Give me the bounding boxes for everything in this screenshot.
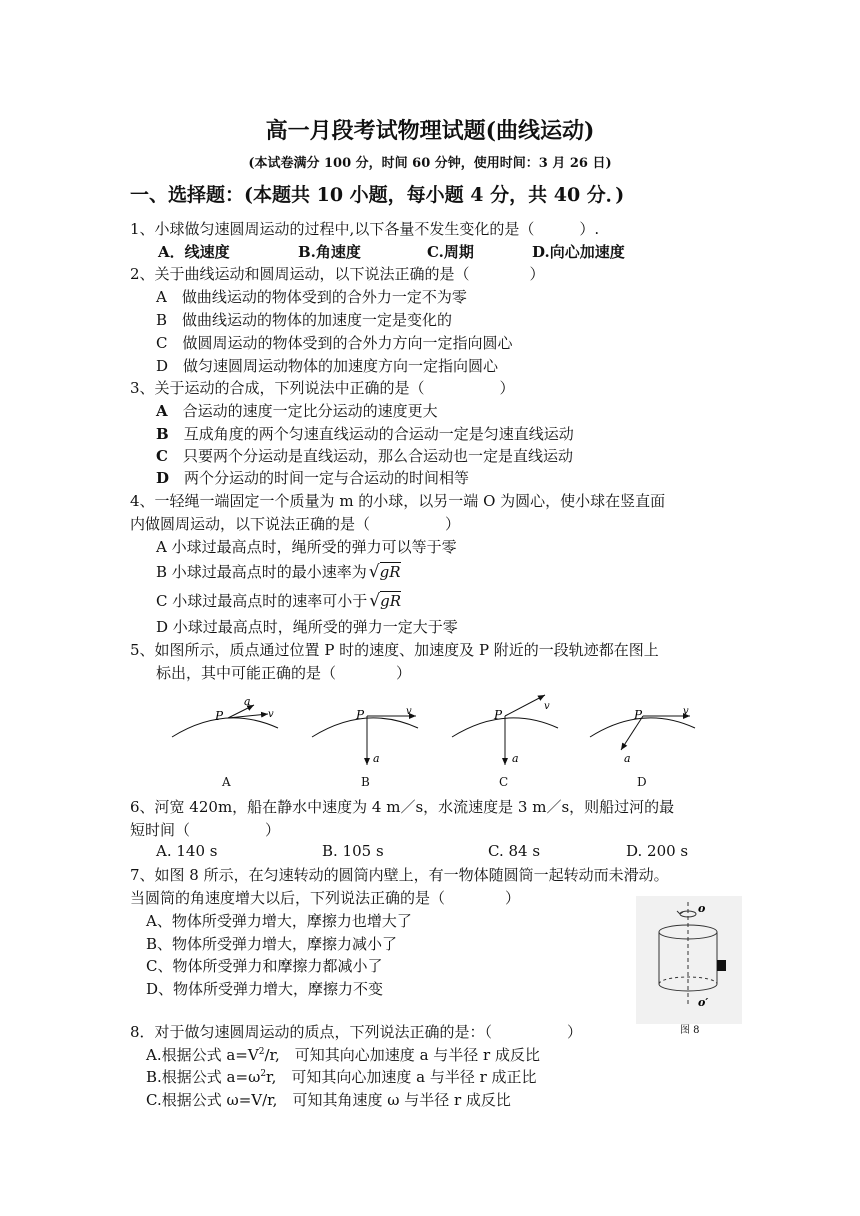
question-1-stem: 1、小球做匀速圆周运动的过程中,以下各量不发生变化的是（ ）.: [130, 220, 600, 238]
velocity-label: v: [544, 701, 550, 712]
question-6-stem-line-1: 6、河宽 420m，船在静水中速度为 4 m／s，水流速度是 3 m／s，则船过河的最: [130, 798, 675, 816]
question-3-option-d: D 两个分运动的时间一定与合运动的时间相等: [156, 469, 470, 487]
question-4-stem-line-2: 内做圆周运动，以下说法正确的是（ ）: [130, 515, 461, 533]
question-7-stem-line-2: 当圆筒的角速度增大以后，下列说法正确的是（ ）: [130, 889, 521, 907]
figure-label-b: B: [361, 775, 370, 789]
question-6-stem-line-2: 短时间（ ）: [130, 821, 281, 839]
point-p-label: P: [494, 708, 503, 722]
question-6-option-a: A. 140 s: [156, 842, 218, 860]
question-5-stem-line-1: 5、如图所示，质点通过位置 P 时的速度、加速度及 P 附近的一段轨迹都在图上: [130, 641, 659, 659]
question-6-option-d: D. 200 s: [626, 842, 689, 860]
question-3-option-a: A 合运动的速度一定比分运动的速度更大: [156, 402, 438, 420]
question-7-option-c: C、物体所受弹力和摩擦力都减小了: [146, 957, 383, 975]
point-p-label: P: [215, 709, 224, 723]
velocity-label: v: [406, 706, 412, 717]
question-7-option-d: D、物体所受弹力增大，摩擦力不变: [146, 980, 384, 998]
question-2-option-a: A 做曲线运动的物体受到的合外力一定不为零: [156, 288, 467, 306]
option-d-diagram: [590, 706, 695, 765]
question-8-stem: 8．对于做匀速圆周运动的质点，下列说法正确的是：（ ）: [130, 1023, 583, 1041]
question-8-option-b: B.根据公式 $a=\omega^2r$, 可知其向心加速度 a 与半径 r 成正比: [146, 1068, 537, 1086]
option-c-diagram: [452, 695, 558, 765]
figure-label-a: A: [222, 775, 231, 789]
question-4-option-c: C 小球过最高点时的速率可小于 √gR: [156, 591, 401, 611]
option-a-diagram: [172, 695, 278, 737]
question-4-stem-line-1: 4、一轻绳一端固定一个质量为 m 的小球，以另一端 O 为圆心，使小球在竖直面: [130, 492, 666, 510]
question-3-option-c: C 只要两个分运动是直线运动，那么合运动也一定是直线运动: [156, 447, 573, 465]
figure-label-d: D: [637, 775, 647, 789]
question-7-stem-line-1: 7、如图 8 所示，在匀速转动的圆筒内壁上，有一物体随圆筒一起转动而未滑动。: [130, 866, 669, 884]
question-4-option-d: D 小球过最高点时，绳所受的弹力一定大于零: [156, 618, 458, 636]
question-1-option-c: C.周期: [427, 243, 474, 261]
question-6-option-c: C. 84 s: [488, 842, 541, 860]
question-3-stem: 3、关于运动的合成，下列说法中正确的是（ ）: [130, 379, 515, 397]
question-8-option-a: A.根据公式 $a=V^2/r$, 可知其向心加速度 a 与半径 r 成反比: [146, 1046, 540, 1064]
page-title: 高一月段考试物理试题(曲线运动): [265, 118, 595, 144]
question-5-stem-line-2: 标出，其中可能正确的是（ ）: [156, 664, 412, 682]
question-1-option-a: A．线速度: [158, 243, 230, 261]
question-6-option-b: B. 105 s: [322, 842, 384, 860]
question-2-option-b: B 做曲线运动的物体的加速度一定是变化的: [156, 311, 453, 329]
velocity-label: v: [683, 706, 689, 717]
option-b-diagram: [312, 706, 418, 765]
point-p-label: P: [356, 708, 365, 722]
exam-info: (本试卷满分 100 分，时间 60 分钟，使用时间：3 月 26 日): [248, 156, 612, 171]
axis-top-label: o: [698, 902, 706, 915]
sqrt-gr-formula: √gR: [368, 562, 401, 582]
question-1-option-b: B.角速度: [298, 243, 361, 261]
axis-bottom-label: o′: [698, 996, 709, 1009]
figure-label-c: C: [499, 775, 509, 789]
question-4-option-a: A 小球过最高点时，绳所受的弹力可以等于零: [156, 538, 457, 556]
figure-8-cylinder: [636, 896, 742, 1024]
acceleration-label: a: [624, 752, 631, 765]
figure-8-caption: 图 8: [680, 1025, 700, 1036]
question-4-option-b: B 小球过最高点时的最小速率为 √gR: [156, 562, 401, 582]
point-p-label: P: [634, 708, 643, 722]
question-1-option-d: D.向心加速度: [532, 243, 625, 261]
question-7-option-b: B、物体所受弹力增大，摩擦力减小了: [146, 935, 398, 953]
question-8-option-c: C.根据公式 ω=V/r, 可知其角速度 ω 与半径 r 成反比: [146, 1091, 511, 1109]
acceleration-label: a: [512, 752, 519, 765]
block-on-wall: [717, 960, 726, 971]
question-2-option-d: D 做匀速圆周运动物体的加速度方向一定指向圆心: [156, 357, 499, 375]
question-2-option-c: C 做圆周运动的物体受到的合外力方向一定指向圆心: [156, 334, 513, 352]
acceleration-label: a: [244, 695, 251, 708]
question-2-stem: 2、关于曲线运动和圆周运动，以下说法正确的是（ ）: [130, 265, 545, 283]
acceleration-label: a: [373, 752, 380, 765]
sqrt-gr-formula: √gR: [369, 591, 401, 611]
question-7-option-a: A、物体所受弹力增大，摩擦力也增大了: [146, 912, 412, 930]
question-5-figure: [160, 690, 740, 790]
velocity-label: v: [268, 709, 274, 720]
section-heading: 一、选择题：(本题共 10 小题，每小题 4 分，共 40 分．): [130, 184, 625, 206]
question-3-option-b: B 互成角度的两个匀速直线运动的合运动一定是匀速直线运动: [156, 425, 574, 443]
